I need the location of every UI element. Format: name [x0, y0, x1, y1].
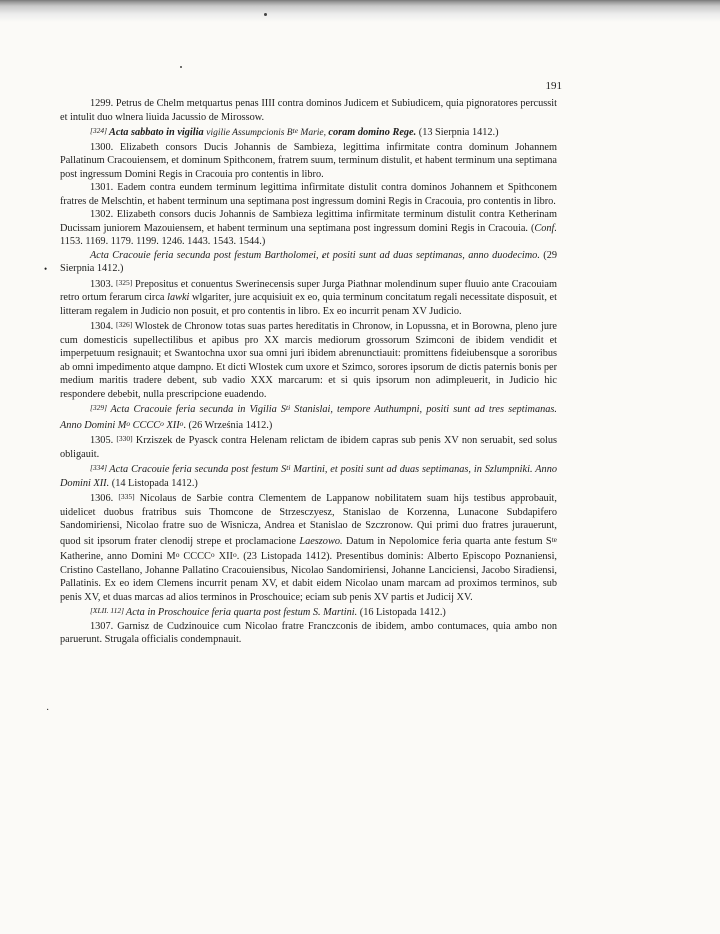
entry-text: (26 Września 1412.): [185, 419, 273, 431]
entry-text: 1301. Eadem contra eundem terminum legittima infirmitate distulit contra dominos Johannem et Spithconem fratres de Melschtin, et habent terminum una septimana post ingressum domini Regis in Cracouia, pro contentis in libro.: [60, 182, 557, 207]
reference-marker: o: [179, 418, 184, 428]
court-entry: [60, 141, 557, 182]
entry-text: vigilie Assumpcionis B: [206, 128, 293, 138]
entry-text: 1299. Petrus de Chelm metquartus penas IIII contra dominos Judicem et Subiudicem, quia pignoratores percussit et intulit duo wlnera liuida Jacussio de Mirossow.: [60, 98, 557, 123]
entry-text: 1303.: [90, 278, 116, 290]
document-body: [60, 97, 557, 647]
reference-marker: o: [175, 550, 180, 559]
reference-marker: [324]: [90, 126, 109, 135]
entry-text: (29 Sierpnia 1412.): [60, 249, 557, 274]
page-number: 191: [545, 80, 562, 92]
entry-text: (14 Listopada 1412.): [109, 477, 198, 489]
reference-marker: [326]: [115, 320, 133, 329]
court-entry: [60, 181, 557, 208]
reference-marker: ti: [286, 403, 291, 412]
margin-dot-mark: ·: [46, 705, 50, 716]
entry-text: 1302. Elizabeth consors ducis Johannis de Sambieza legittima infirmitate terminum distulit contra Ketherinam Ducissam juniorem Mazouiensem, et habent terminum una septimana post ingressum domini Regis in Cracouia. (: [60, 209, 557, 234]
scan-speck: [180, 66, 182, 68]
court-entry: [60, 318, 557, 401]
entry-text: Martini, et positi sunt ad duas septimanas, in Szlumpniki. Anno Domini XII.: [60, 464, 557, 489]
session-note: [60, 124, 557, 141]
entry-text: Katherine, anno Domini M: [60, 551, 176, 562]
entry-text: .: [183, 419, 186, 431]
session-note: [60, 401, 557, 432]
entry-text: XII: [163, 419, 180, 431]
reference-marker: o: [126, 418, 131, 428]
reference-marker: te: [292, 126, 299, 135]
entry-text: CCCC: [179, 551, 211, 562]
scan-top-edge: [0, 0, 720, 22]
reference-marker: o: [210, 550, 215, 559]
entry-text: wlgariter, jure acquisiuit ex eo, quia terminum concitatum regali necessitate disposuit, et litteram regalem in Judicio non posuit, et pro contentis in libro. Ex eo incurrit penam XV Judicio.: [60, 292, 557, 317]
entry-text: Marie,: [298, 128, 329, 138]
court-entry: [60, 490, 557, 604]
entry-text: Nicolaus de Sarbie contra Clementem de Lappanow nobilitatem suam hijs testibus approbauit, uidelicet duobus fratribus suis Thomcone de Strzesczyesz, Stanislao de Korzenna, Lunacone Subdapifero Sandomiriensi, Nicolao fratre suo de Wisnicza, Andrea et Stanislao de Szczronow. Qui primi duo fratres jurauerunt, quod sit ipsorum frater clenodij strepe et proclamacione: [60, 493, 557, 547]
entry-text: Acta Cracouie feria secunda post festum S: [109, 464, 287, 475]
entry-text: Acta Cracouie feria secunda post festum Bartholomei, et positi sunt ad duas septimanas, anno duodecimo.: [90, 249, 540, 261]
entry-text: Krziszek de Pyasck contra Helenam relictam de ibidem capras sub penis XV non seruabit, sed solus obligauit.: [60, 435, 557, 460]
reference-marker: [325]: [115, 277, 133, 287]
entry-text: 1300. Elizabeth consors Ducis Johannis de Sambieza, legittima infirmitate contra dominum Johannem Pallatinum Cracouiensem, et dominum Spithconem, fratrem suum, terminum distulit, et habent terminum una septimana post ingressum Domini Regis in Cracouia pro contentis in libro.: [60, 141, 557, 180]
entry-text: Stanislai, tempore Authumpni, positi sunt ad tres septimanas. Anno Domini M: [60, 404, 557, 431]
court-entry: [60, 97, 557, 124]
margin-dot-mark: •: [44, 264, 48, 274]
reference-marker: o: [232, 550, 237, 559]
entry-text: Acta in Proschouice feria quarta post festum S. Martini.: [125, 607, 358, 618]
court-entry: [60, 276, 557, 319]
entry-text: Prepositus et conuentus Swerinecensis super Jurga Piathnar molendinum super fluuio ante Cracouiam retro ortum ferarum circa: [60, 278, 557, 303]
entry-text: Datum in Nepolomice feria quarta ante festum S: [342, 535, 552, 547]
session-note: [60, 461, 557, 490]
reference-marker: [330]: [116, 434, 133, 443]
entry-text: Acta Cracouie feria secunda in Vigilia S: [110, 404, 287, 415]
entry-text: CCCC: [130, 419, 161, 431]
entry-text: Acta sabbato in vigilia: [108, 127, 207, 138]
reference-marker: [XLII. 112]: [90, 606, 126, 615]
court-entry: [60, 432, 557, 461]
scan-speck: [264, 13, 267, 16]
entry-text: 1307. Garnisz de Cudzinouice cum Nicolao fratre Franczconis de ibidem, ambo contumaces, quia ambo non paruerunt. Strugala officialis condempnauit.: [60, 620, 557, 645]
court-entry: [60, 208, 557, 249]
reference-marker: ti: [286, 463, 291, 472]
entry-text: coram domino Rege.: [328, 127, 417, 138]
entry-text: Laeszowo.: [299, 535, 343, 547]
reference-marker: [329]: [90, 403, 111, 412]
entry-text: (13 Sierpnia 1412.): [416, 127, 499, 138]
entry-text: Conf.: [534, 222, 557, 234]
court-entry: [60, 620, 557, 647]
reference-marker: te: [551, 534, 557, 544]
session-note: [60, 249, 557, 276]
entry-text: . (23 Listopada 1412). Presentibus dominis: Alberto Episcopo Poznaniensi, Cristino Castellano, Johanne Pallatino Cracouiensibus, Nicolao Sandomiriensi, Johanne Lanciciensi, Jacobo Siradiensi, Pallatinis. Ex eo idem Clemens incurrit penam XV, et dabit eidem Nicolao unam marcam ad proximos terminos, sub penis XV, et duas marcas ad alios terminos in Proschouice; eciam sub penis XV partis et Judicij XV.: [60, 551, 557, 603]
entry-text: 1153. 1169. 1179. 1199. 1246. 1443. 1543. 1544.): [60, 236, 266, 247]
entry-text: 1305.: [90, 435, 117, 446]
entry-text: 1304.: [90, 321, 116, 332]
entry-text: Wlostek de Chronow totas suas partes hereditatis in Chronow, in Lopussna, et in Borowna, pleno jure cum domesticis supellectilibus et apibus pro XX marcis mediorum grossorum Szimconi de ibidem vendidit et imperpetuum resignauit; et Swantochna uxor sua omni juri ibidem abrenunctiauit: promittens fideiubensque a sororibus ab omni impedimento atque dampno. Et dicti Wlostek cum uxore et Szimco, sorores ipsorum de dictis paternis bonis per medium maritis tradere debent, sub vadio XXX marcarum: et si quis ipsorum non adimpleuerit, in Judicio hic respondere debebit, nulla prescripcione euadendo.: [60, 321, 557, 400]
entry-text: 1306.: [90, 493, 119, 504]
entry-text: XII: [214, 551, 233, 562]
reference-marker: [335]: [118, 492, 135, 501]
reference-marker: o: [160, 418, 164, 428]
entry-text: lawki: [167, 292, 190, 303]
reference-marker: [334]: [90, 463, 110, 472]
session-note: [60, 604, 557, 620]
entry-text: (16 Listopada 1412.): [357, 607, 446, 618]
